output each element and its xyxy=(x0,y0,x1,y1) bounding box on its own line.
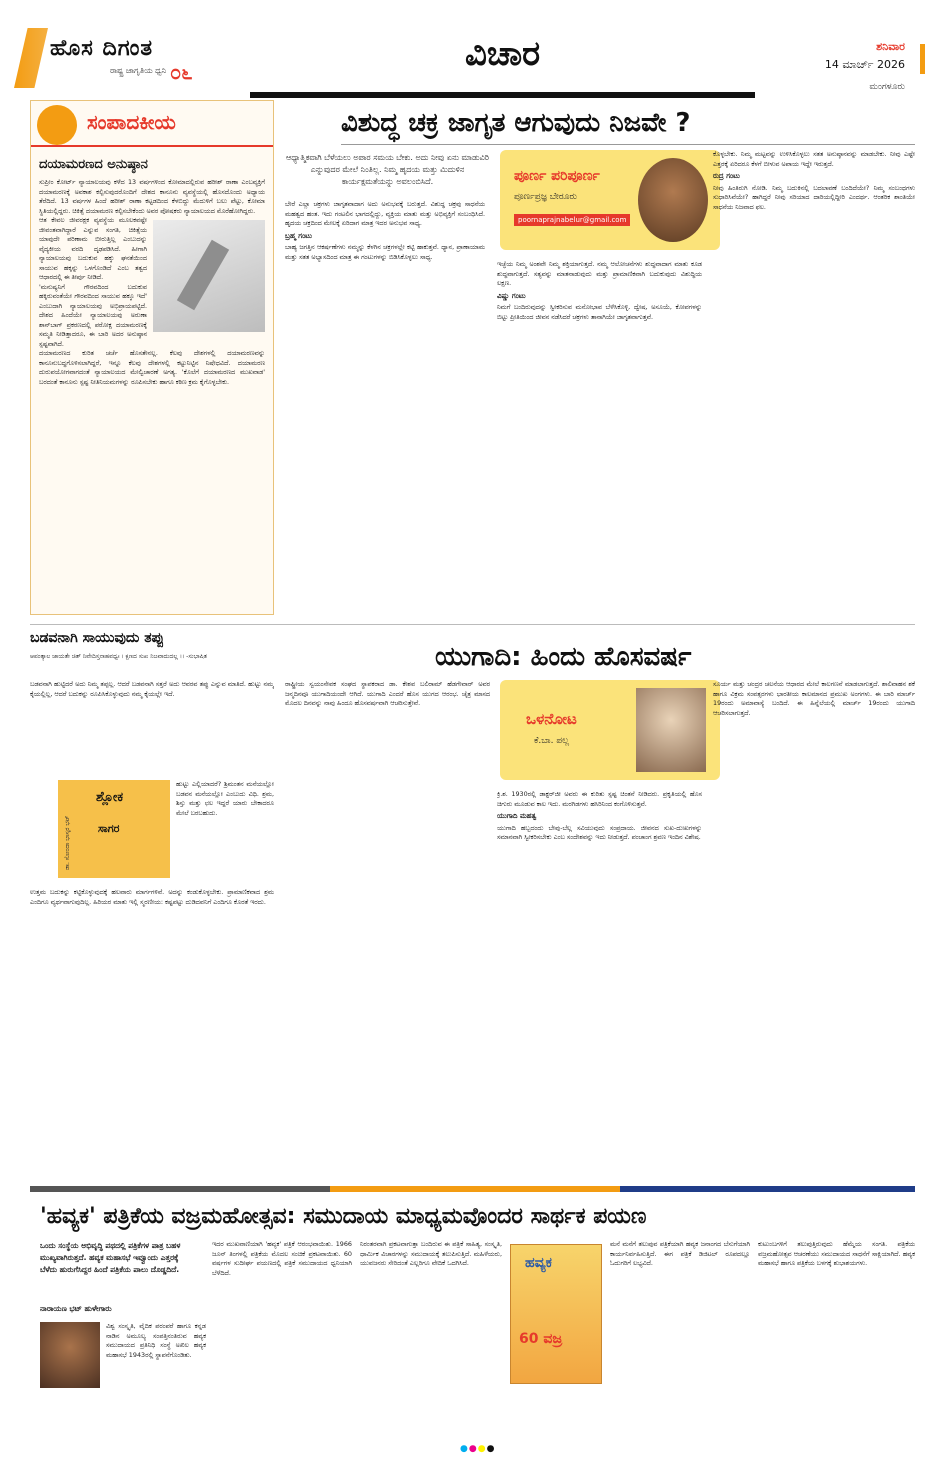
headline-rule xyxy=(341,144,915,145)
bottom-column-1: ವಿಶ್ವ ಸಂಸ್ಕೃತಿ, ವೈದಿಕ ಪರಂಪರೆ ಹಾಗೂ ಕನ್ನಡ ನಾಡಿನ ಅಮೂಲ್ಯ ಸಂಪತ್ತಿನಂತಿರುವ ಹವ್ಯಕ ಸಮುದಾಯದ ಪ್ರತಿನಿಧಿ ಸಂಸ್ಥೆ ಅಖಿಲ ಹವ್ಯಕ ಮಹಾಸಭೆ 1943ರಲ್ಲಿ ಸ್ಥಾಪನೆಗೊಂಡಿತು. xyxy=(106,1322,206,1359)
lead-article xyxy=(285,100,915,620)
story-sloka xyxy=(30,630,274,1175)
day: ಶನಿವಾರ xyxy=(876,40,905,53)
bottom-column-4: ಮನೆ ಮನೆಗೆ ತಲುಪುವ ಪತ್ರಿಕೆಯಾಗಿ ಹವ್ಯಕ ಜನಾಂಗದ ಬೆಸುಗೆಯಾಗಿ ಕಾರ್ಯನಿರ್ವಹಿಸುತ್ತಿದೆ. ಈಗ ಪತ್ರಿಕೆ ಡಿಜಿಟಲ್ ರೂಪದಲ್ಲೂ ಓದುಗರಿಗೆ ಲಭ್ಯವಿದೆ. xyxy=(610,1240,750,1267)
column-text: ಕೊಳ್ಳಬೇಕು. ನಿಮ್ಮ ಮಟ್ಟವನ್ನು ಉಳಿಸಿಕೊಳ್ಳಲು ಸತತ ಅನುಷ್ಠಾನವನ್ನು ಮಾಡಬೇಕು. ನೀವು ಎಷ್ಟೇ ಎತ್ತರಕ್ಕೆ ಏರಿದರೂ ಕೆಳಗೆ ಬೀಳುವ ಅಪಾಯ ಇದ್ದೇ ಇರುತ್ತದೆ. xyxy=(713,150,915,168)
bottom-headline: 'ಹವ್ಯಕ' ಪತ್ರಿಕೆಯ ವಜ್ರಮಹೋತ್ಸವ: ಸಮುದಾಯ ಮಾಧ್ಯಮವೊಂದರ ಸಾರ್ಥಕ ಪಯಣ xyxy=(40,1204,647,1229)
story-body-2: ಹುಟ್ಟು ಎಲ್ಲಿಯಾದರೆ? ಶ್ರಿಮಂತನ ಮನೆಯಲ್ಲೋ ಬಡವನ ಮನೆಯಲ್ಲೋ ಎಂಬುದು ವಿಧಿ. ಶ್ರಮ, ಶಿಸ್ತು ಮತ್ತು ಛಲ ಇದ್ದರೆ ಯಾರು ಬೇಕಾದರೂ ಮೇಲೆ ಬರಬಹುದು. xyxy=(176,780,274,817)
editorial-logo-icon xyxy=(37,105,77,145)
subheading: ವಿಷ್ಣು ಗಂಟು xyxy=(497,291,526,300)
yugadi-headline: ಯುಗಾದಿ: ಹಿಂದು ಹೊಸವರ್ಷ xyxy=(435,642,692,672)
logo-tagline: ರಾಷ್ಟ್ರ ಜಾಗೃತಿಯ ಧ್ವನಿ xyxy=(110,66,167,75)
author-name: ಪೂರ್ಣಪ್ರಜ್ಞ ಬೇರೂರು xyxy=(514,192,577,202)
editorial-title: ದಯಾಮರಣದ ಅನುಷ್ಠಾನ xyxy=(39,157,148,172)
edition-city: ಮಂಗಳೂರು xyxy=(869,82,905,92)
yugadi-byline-box xyxy=(500,680,720,780)
story-body-1: ಬಡವನಾಗಿ ಹುಟ್ಟಿದರೆ ಅದು ನಿಮ್ಮ ತಪ್ಪಲ್ಲ. ಆದರೆ ಬಡವನಾಗಿ ಸತ್ತರೆ ಅದು ಆವರವ ತಪ್ಪು ಎನ್ನುವ ಮಾತಿದೆ. ಹುಟ್ಟು ನಮ್ಮ ಕೈಯಲ್ಲಿಲ್ಲ, ಆದರೆ ಬದುಕನ್ನು ರೂಪಿಸಿಕೊಳ್ಳುವುದು ನಮ್ಮ ಕೈಯಲ್ಲೇ ಇದೆ. xyxy=(30,680,274,698)
sloka-author: ಡಾ. ಸೋಂದಾ ಭಾಸ್ಕರ ಭಟ್ xyxy=(64,815,71,870)
column-text: ಬಾಹ್ಯ ಜಗತ್ತಿನ ಆಕರ್ಷಣೆಗಳು ನಮ್ಮನ್ನು ಕೆಳಗಿನ ಚಕ್ರಗಳಲ್ಲೇ ಕಟ್ಟಿ ಹಾಕುತ್ತವೆ. ಧ್ಯಾನ, ಪ್ರಾಣಾಯಾಮ ಮತ್ತು ಸತತ ಅಭ್ಯಾಸದಿಂದ ಮಾತ್ರ ಈ ಗಂಟುಗಳನ್ನು ಬಿಡಿಸಿಕೊಳ್ಳಲು ಸಾಧ್ಯ. xyxy=(285,243,485,261)
editorial-label: ಸಂಪಾದಕೀಯ xyxy=(87,110,176,134)
havyaka-article xyxy=(30,1240,915,1440)
syringe-image xyxy=(153,220,265,332)
story-body-3: ಉತ್ತಮ ಬದುಕನ್ನು ಕಟ್ಟಿಕೊಳ್ಳುವುದಕ್ಕೆ ಹಲವಾರು ಮಾರ್ಗಗಳಿವೆ. ಅದನ್ನು ಕಂಡುಕೊಳ್ಳಬೇಕು. ಪ್ರಾಮಾಣಿಕವಾದ ಶ್ರಮ ಎಂದಿಗೂ ವ್ಯರ್ಥವಾಗುವುದಿಲ್ಲ. ಹಿರಿಯರ ಮಾತು ಇಲ್ಲಿ ಸ್ಮರಣೀಯ: ಕಷ್ಟಪಟ್ಟು ದುಡಿದವನಿಗೆ ಎಂದಿಗೂ ಕೊರತೆ ಇರದು. xyxy=(30,888,274,906)
logo-text: ಹೊಸ ದಿಗಂತ xyxy=(50,36,154,61)
lead-column-2 xyxy=(497,260,702,610)
column-text: ನಿಮಗೆ ಬಂದಿರುವುದನ್ನು ಸ್ವೀಕರಿಸುವ ಮನೋಭಾವ ಬೆಳೆಸಿಕೊಳ್ಳಿ. ದ್ವೇಷ, ಅಸೂಯೆ, ಕೋಪಗಳನ್ನು ಬಿಟ್ಟು ಪ್ರೀತಿಯಿಂದ ಜೀವನ ನಡೆಸಿದರೆ ಚಕ್ರಗಳು ತಾನಾಗಿಯೇ ಜಾಗೃತವಾಗುತ್ತವೆ. xyxy=(497,303,702,321)
sloka-label: ಶ್ಲೋಕ xyxy=(96,790,124,805)
column-title: ಪೂರ್ಣ ಪರಿಪೂರ್ಣ xyxy=(514,168,600,184)
color-strip xyxy=(30,1186,915,1192)
author-photo xyxy=(638,158,708,242)
editorial-body xyxy=(39,178,265,387)
lead-column-3 xyxy=(713,150,915,610)
magazine-badge: 60 ವಜ್ರ xyxy=(519,1331,563,1347)
editorial-header xyxy=(31,101,273,147)
column-text: ಬೇರೆ ಎಲ್ಲಾ ಚಕ್ರಗಳು ಜಾಗೃತವಾದಾಗ ಅದು ಅನುಭವಕ್ಕೆ ಬರುತ್ತದೆ. ವಿಶುದ್ಧ ಚಕ್ರವು ಸಾಧನೆಯ ಮಹತ್ವದ ಹಂತ. ಇದು ಗಂಟಲಿನ ಭಾಗದಲ್ಲಿದ್ದು, ವ್ಯಕ್ತಿಯ ಮಾತು ಮತ್ತು ಅಭಿವ್ಯಕ್ತಿಗೆ ಸಂಬಂಧಿಸಿದೆ. ಹೃದಯ ಚಕ್ರದಿಂದ ಮೇಲಕ್ಕೆ ಏರಿದಾಗ ಮಾತ್ರ ಇದರ ಅನುಭವ ಸಾಧ್ಯ. xyxy=(285,200,485,227)
column-text: ನೀವು ಹಿಂತಿರುಗಿ ನೋಡಿ. ನಿಮ್ಮ ಬದುಕಿನಲ್ಲಿ ಬದಲಾವಣೆ ಬಂದಿದೆಯೇ? ನಿಮ್ಮ ಸಂಬಂಧಗಳು ಸುಧಾರಿಸಿವೆಯೇ? ಹಾಗಿದ್ದರೆ ನೀವು ಸರಿಯಾದ ದಾರಿಯಲ್ಲಿದ್ದೀರಿ ಎಂದರ್ಥ. ಆಂತರಿಕ ಶಾಂತಿಯೇ ಸಾಧನೆಯ ನಿಜವಾದ ಫಲ. xyxy=(713,183,915,211)
column-byline-box xyxy=(500,150,720,250)
lead-headline: ವಿಶುದ್ಧ ಚಕ್ರ ಜಾಗೃತ ಆಗುವುದು ನಿಜವೇ ? xyxy=(341,108,691,138)
strip-segment xyxy=(330,1186,620,1192)
subheading: ಬ್ರಹ್ಮ ಗಂಟು xyxy=(285,231,312,240)
date: 14 ಮಾರ್ಚ್ 2026 xyxy=(824,58,905,71)
magazine-title: ಹವ್ಯಕ xyxy=(525,1255,552,1271)
lead-column-1 xyxy=(285,200,485,610)
column-title: ಒಳನೋಟ xyxy=(526,710,577,728)
sloka-sub: ಸಾಗರ xyxy=(98,822,120,835)
subheading: ರುದ್ರ ಗಂಟು xyxy=(713,172,740,180)
havyaka-magazine-cover xyxy=(510,1244,602,1384)
section-title: ವಿಚಾರ xyxy=(465,34,541,74)
story-kicker: ಆಪಂತ್ಕಾಲ ಜಾಯತೇ ಚಿತ್ ನಿವೇದಿಸ್ತನಾಹವಧ್ವಃ । ಕ್ಷಣದ ಸುಖ ನಿಜವಾದುದಲ್ಲ ।। -ಸುಭಾಷಿತ xyxy=(30,653,207,660)
bottom-column-5: ಕುಟುಂಬಗಳಿಗೆ ತಲುಪುತ್ತಿರುವುದು ಹೆಮ್ಮೆಯ ಸಂಗತಿ. ಪತ್ರಿಕೆಯ ವಜ್ರಮಹೋತ್ಸವ ಆಚರಣೆಯು ಸಮುದಾಯದ ಸಾಧನೆಗೆ ಸಾಕ್ಷಿಯಾಗಿದೆ. ಹವ್ಯಕ ಮಹಾಸಭೆ ಹಾಗೂ ಪತ್ರಿಕೆಯ ಬಳಗಕ್ಕೆ ಶುಭಾಶಯಗಳು. xyxy=(758,1240,915,1267)
bottom-column-2: ಇದರ ಮುಖವಾಣಿಯಾಗಿ 'ಹವ್ಯಕ' ಪತ್ರಿಕೆ ಆರಂಭವಾಯಿತು. 1966 ಜೂನ್ ತಿಂಗಳಲ್ಲಿ ಪತ್ರಿಕೆಯ ಮೊದಲ ಸಂಚಿಕೆ ಪ್ರಕಟವಾಯಿತು. 60 ವರ್ಷಗಳ ಸುದೀರ್ಘ ಪಯಣದಲ್ಲಿ ಪತ್ರಿಕೆ ಸಮುದಾಯದ ಧ್ವನಿಯಾಗಿ ಬೆಳೆದಿದೆ. xyxy=(212,1240,352,1277)
editorial-para: ಸುಪ್ರೀಂ ಕೋರ್ಟ್ ನ್ಯಾಯಾಲಯವು ಕಳೆದ 13 ವರ್ಷಗಳಿಂದ ಕೋಮಾದಲ್ಲಿರುವ ಹರೀಶ್ ರಾಣಾ ಎಂಬವ್ಯಕ್ತಿಗೆ ದಯಾಮರಣಕ್ಕೆ ಅವಕಾಶ ಕಲ್ಪಿಸುವುದರೊಂದಿಗೆ ದೇಶದ ಕಾನೂನು ವ್ಯವಸ್ಥೆಯಲ್ಲಿ ಹೊಸದೊಂದು ಅಧ್ಯಾಯ ತೆರೆದಿದೆ. 13 ವರ್ಷಗಳ ಹಿಂದೆ ಹರೀಶ್ ರಾಣಾ ಕಟ್ಟಡದಿಂದ ಕೆಳಬಿದ್ದು ಮೆದುಳಿಗೆ ಬಲು ಪೆಟ್ಟು, ಕೋಮಾ ಸ್ಥಿತಿಯಲ್ಲಿದ್ದರು. ಚಿಕಿತ್ಸೆ ದಯಾಮರಣ ಕಲ್ಪಿಸಬೇಕೆಂದು ಅವರ ಪೋಷಕರು ನ್ಯಾಯಾಲಯದ ಮೊರೆಹೋಗಿದ್ದರು. xyxy=(39,178,265,215)
editorial-para: 'ಮನುಷ್ಯನಿಗೆ ಗೌರವದಿಂದ ಬದುಕುವ ಹಕ್ಕಿರುವಂತೆಯೇ ಗೌರವದಿಂದ ಸಾಯುವ ಹಕ್ಕೂ ಇದೆ' ಎಂಬುದಾಗಿ ನ್ಯಾಯಾಲಯವು ಅಭಿಪ್ರಾಯಪಟ್ಟಿದೆ. ದೇಶದ ಹಿಂದೆಯೇ ನ್ಯಾಯಾಲಯವು ಅರುಣಾ ಶಾನ್‌ಬಾಗ್ ಪ್ರಕರಣದಲ್ಲಿ ಪರೋಕ್ಷ ದಯಾಮರಣಕ್ಕೆ ಸಮ್ಮತಿ ನೀಡಿತ್ತಾದರೂ, ಈ ಬಾರಿ ಅದರ ಅನುಷ್ಠಾನ ಸ್ಪಷ್ಟವಾಗಿದೆ. xyxy=(39,282,147,348)
registration-dots: ●●●● xyxy=(460,1444,496,1454)
strip-segment xyxy=(620,1186,915,1192)
editorial-box xyxy=(30,100,274,615)
newspaper-logo xyxy=(50,36,240,88)
dateline xyxy=(825,40,905,92)
bottom-column-3: ನಿರಂತರವಾಗಿ ಪ್ರಕಟವಾಗುತ್ತಾ ಬಂದಿರುವ ಈ ಪತ್ರಿಕೆ ಸಾಹಿತ್ಯ, ಸಂಸ್ಕೃತಿ, ಧಾರ್ಮಿಕ ವಿಚಾರಗಳನ್ನು ಸಮುದಾಯಕ್ಕೆ ತಲುಪಿಸುತ್ತಿದೆ. ಮಹಿಳೆಯರು, ಯುವಜನರು ಸೇರಿದಂತೆ ಎಲ್ಲರಿಗೂ ವೇದಿಕೆ ಒದಗಿಸಿದೆ. xyxy=(360,1240,502,1267)
yugadi-column-1 xyxy=(285,680,490,1170)
column-text: ಇಚ್ಛೆಯ ನಿಮ್ಮ ಅಂಶವೇ ನಿಮ್ಮ ಶಕ್ತಿಯಾಗುತ್ತದೆ. ನಮ್ಮ ಆಲೋಚನೆಗಳು ಶುದ್ಧವಾದಾಗ ಮಾತು ಕೂಡ ಶುದ್ಧವಾಗುತ್ತದೆ. ಸತ್ಯವನ್ನು ಮಾತನಾಡುವುದು ಮತ್ತು ಪ್ರಾಮಾಣಿಕವಾಗಿ ಬದುಕುವುದು ವಿಶುದ್ಧಿಯ ಲಕ್ಷಣ. xyxy=(497,260,702,287)
yugadi-column-3 xyxy=(713,680,915,1170)
column-text: ಯುಗಾದಿ ಹಬ್ಬದಂದು ಬೇವು-ಬೆಲ್ಲ ಸವಿಯುವುದು ಸಂಪ್ರದಾಯ. ಜೀವನದ ಸುಖ-ದುಃಖಗಳನ್ನು ಸಮಾನವಾಗಿ ಸ್ವೀಕರಿಸಬೇಕು ಎಂಬ ಸಂದೇಶವನ್ನು ಇದು ನೀಡುತ್ತದೆ. ಪಂಚಾಂಗ ಶ್ರವಣ ಇಂದಿನ ವಿಶೇಷ. xyxy=(497,823,702,841)
column-text: ಕ್ರಿ.ಶ. 1930ರಲ್ಲಿ ಡಾಕ್ಟರ್‌ಜೀ ಅವರು ಈ ಕುರಿತು ಸ್ಪಷ್ಟ ಚಿಂತನೆ ನೀಡಿದರು. ಪ್ರಕೃತಿಯಲ್ಲಿ ಹೊಸ ಚಿಗುರು ಮೂಡುವ ಕಾಲ ಇದು. ಮರಗಿಡಗಳು ಹಸಿರಿನಿಂದ ಕಂಗೊಳಿಸುತ್ತವೆ. xyxy=(497,790,702,808)
masthead-accent xyxy=(14,28,48,88)
author-email: poornaprajnabelur@gmail.com xyxy=(514,214,630,226)
author-name: ಕೆ.ಬಾ. ಪಲ್ಲ xyxy=(534,736,569,746)
author-name: ನಾರಾಯಣ ಭಟ್ ಹುಳೇಗಾರು xyxy=(40,1304,112,1313)
story-headline: ಬಡವನಾಗಿ ಸಾಯುವುದು ತಪ್ಪು xyxy=(30,630,165,646)
yugadi-article xyxy=(285,630,915,1175)
author-photo xyxy=(636,688,706,772)
strip-segment xyxy=(30,1186,330,1192)
section-divider xyxy=(30,624,915,625)
page-number: ೦೬ xyxy=(170,60,193,84)
lead-intro: ಆಧ್ಯಾತ್ಮಿಕವಾಗಿ ಬೆಳೆಯಲು ಅಪಾರ ಸಮಯ ಬೇಕು. ಅದು ನೀವು ಏನು ಮಾಡುವಿರಿ ಎನ್ನುವುದರ ಮೇಲೆ ನಿಂತಿಲ್ಲ. ನಿಮ್ಮ ಹೃದಯ ಮತ್ತು ಮಿದುಳಿನ ಕಾರ್ಯಕ್ಷಮತೆಯನ್ನು ಅವಲಂಬಿಸಿದೆ. xyxy=(286,153,489,186)
column-text: ರಾಷ್ಟ್ರೀಯ ಸ್ವಯಂಸೇವಕ ಸಂಘದ ಸ್ಥಾಪಕರಾದ ಡಾ. ಕೇಶವ ಬಲಿರಾಮ್ ಹೆಡಗೇವಾರ್ ಅವರ ಜನ್ಮದಿನವೂ ಯುಗಾದಿಯಂದೇ ಆಗಿದೆ. ಯುಗಾದಿ ಎಂದರೆ ಹೊಸ ಯುಗದ ಆರಂಭ. ಚೈತ್ರ ಮಾಸದ ಮೊದಲ ದಿನವನ್ನು ನಾವು ಹಿಂದೂ ಹೊಸವರ್ಷವಾಗಿ ಆಚರಿಸುತ್ತೇವೆ. xyxy=(285,680,490,707)
editorial-para: ದಯಾಮರಣದ ಕುರಿತ ಚರ್ಚೆ ಹೊಸತೇನಲ್ಲ. ಕೆಲವು ದೇಶಗಳಲ್ಲಿ ದಯಾಮರಣವನ್ನು ಕಾನೂನುಬದ್ಧಗೊಳಿಸಲಾಗಿದ್ದರೆ, ಇನ್ನೂ ಕೆಲವು ದೇಶಗಳಲ್ಲಿ ಕಟ್ಟುನಿಟ್ಟಿನ ನಿಷೇಧವಿದೆ. ದಯಾಮರಣ ದುರುಪಯೋಗವಾಗದಂತೆ ನ್ಯಾಯಾಲಯದ ಮೇಲ್ವಿಚಾರಣೆ ಅಗತ್ಯ. 'ಕೊಲೆಗೆ ದಯಾಮರಣದ ಮುಖವಾಡ' ಬರದಂತೆ ಕಾನೂನು ಸ್ಪಷ್ಟ ನೀತಿನಿಯಮಗಳನ್ನು ರೂಪಿಸಬೇಕು ಹಾಗೂ ಕಠಿಣ ಕ್ರಮ ಕೈಗೊಳ್ಳಬೇಕು. xyxy=(39,349,265,386)
editorial-para: ಆತ ಕೇವಲ ಜೀವರಕ್ಷಕ ವ್ಯವಸ್ಥೆಯ ಮೂಲಕವಷ್ಟೇ ಜೀವಂತವಾಗಿದ್ದಾರೆ ಎನ್ನುವ ಸಂಗತಿ, ಚಿಕಿತ್ಸೆಯ ಯಾವುದೇ ಪರಿಣಾಮ ಬೀರುತ್ತಿಲ್ಲ ಎಂಬುದನ್ನು ವೈದ್ಯಕೀಯ ವರದಿ ದೃಢಪಡಿಸಿದೆ. ಹೀಗಾಗಿ ನ್ಯಾಯಾಲಯವು ಬದುಕುವ ಹಕ್ಕು ಘನತೆಯಿಂದ ಸಾಯುವ ಹಕ್ಕನ್ನು ಒಳಗೊಂಡಿದೆ ಎಂಬ ತತ್ವದ ಆಧಾರದಲ್ಲಿ ಈ ತೀರ್ಪು ನೀಡಿದೆ. xyxy=(39,216,147,281)
bottom-intro: ಒಂದು ಸಂಸ್ಥೆಯ ಅಭಿವೃದ್ಧಿ ಪಥದಲ್ಲಿ ಪತ್ರಿಕೆಗಳ ಪಾತ್ರ ಬಹಳ ಮುಖ್ಯವಾಗಿರುತ್ತದೆ. ಹವ್ಯಕ ಮಹಾಸಭೆ ಇವ್ವೂಂದು ಎತ್ತರಕ್ಕೆ ಬೆಳೆದು ಹುರುಗೆಸಿದ್ದರ ಹಿಂದೆ ಪತ್ರಿಕೆಯ ಪಾಲು ದೊಡ್ಡದಿದೆ. xyxy=(40,1241,181,1274)
subheading: ಯುಗಾದಿ ಮಹತ್ವ xyxy=(497,812,537,820)
masthead xyxy=(0,0,945,92)
accent-bar xyxy=(920,44,925,74)
yugadi-column-2 xyxy=(497,790,702,1170)
sloka-sagara-box xyxy=(58,780,170,878)
masthead-rule xyxy=(250,92,755,98)
column-text: ಸೂರ್ಯ ಮತ್ತು ಚಂದ್ರರ ಚಲನೆಯ ಆಧಾರದ ಮೇಲೆ ಕಾಲಗಣನೆ ಮಾಡಲಾಗುತ್ತದೆ. ಶಾಲಿವಾಹನ ಶಕೆ ಹಾಗೂ ವಿಕ್ರಮ ಸಂವತ್ಸರಗಳು ಭಾರತೀಯ ಕಾಲಮಾನದ ಪ್ರಮುಖ ಅಂಗಗಳು. ಈ ಬಾರಿ ಮಾರ್ಚ್ 19ರಂದು ಅಮಾವಾಸ್ಯೆ ಬಂದಿದೆ. ಈ ಹಿನ್ನೆಲೆಯಲ್ಲಿ ಮಾರ್ಚ್ 19ರಂದು ಯುಗಾದಿ ಆಚರಿಸಲಾಗುತ್ತದೆ. xyxy=(713,680,915,717)
author-photo xyxy=(40,1322,100,1388)
